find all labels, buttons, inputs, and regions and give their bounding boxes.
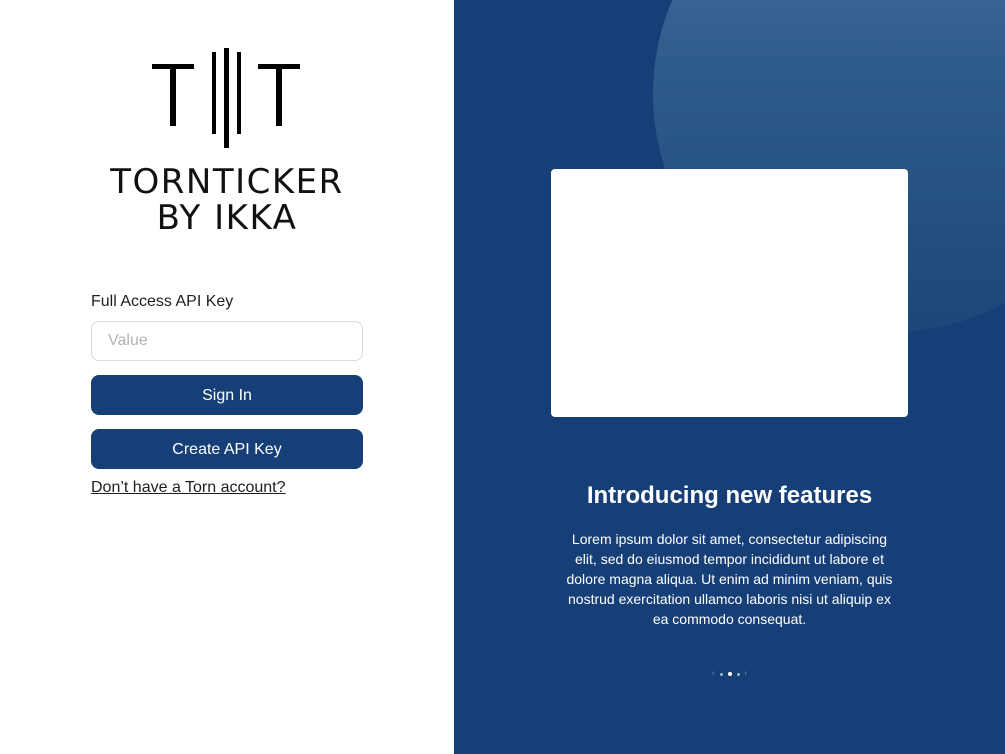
api-key-input[interactable] — [91, 321, 363, 361]
chevron-left-icon[interactable]: ‹ — [712, 670, 715, 677]
no-account-link[interactable]: Don’t have a Torn account? — [91, 479, 286, 496]
pager-dot-1[interactable] — [720, 673, 723, 676]
login-panel — [0, 0, 454, 754]
feature-description: Lorem ipsum dolor sit amet, consectetur adipiscing elit, sed do eiusmod tempor incididunt ut labore et dolore magna aliqua. Ut enim ad minim veniam, quis nostrud exercitation ullamco laboris nisi ut aliquip ex ea commodo consequat. — [566, 531, 893, 627]
sign-in-button[interactable]: Sign In — [91, 375, 363, 415]
create-api-key-button[interactable]: Create API Key — [91, 429, 363, 469]
feature-title: Introducing new features — [586, 482, 873, 509]
api-key-label: Full Access API Key — [91, 293, 234, 310]
pager-dot-2[interactable] — [728, 672, 732, 676]
carousel-pager — [454, 670, 1005, 678]
chevron-right-icon[interactable]: › — [744, 670, 747, 677]
tt-monogram-icon — [150, 48, 302, 148]
feature-preview-card — [551, 169, 908, 417]
pager-dot-3[interactable] — [737, 673, 740, 676]
brand-byline: BY IKKA — [156, 198, 298, 238]
brand-name: TORNTICKER — [110, 162, 344, 202]
promo-panel — [454, 0, 1005, 754]
